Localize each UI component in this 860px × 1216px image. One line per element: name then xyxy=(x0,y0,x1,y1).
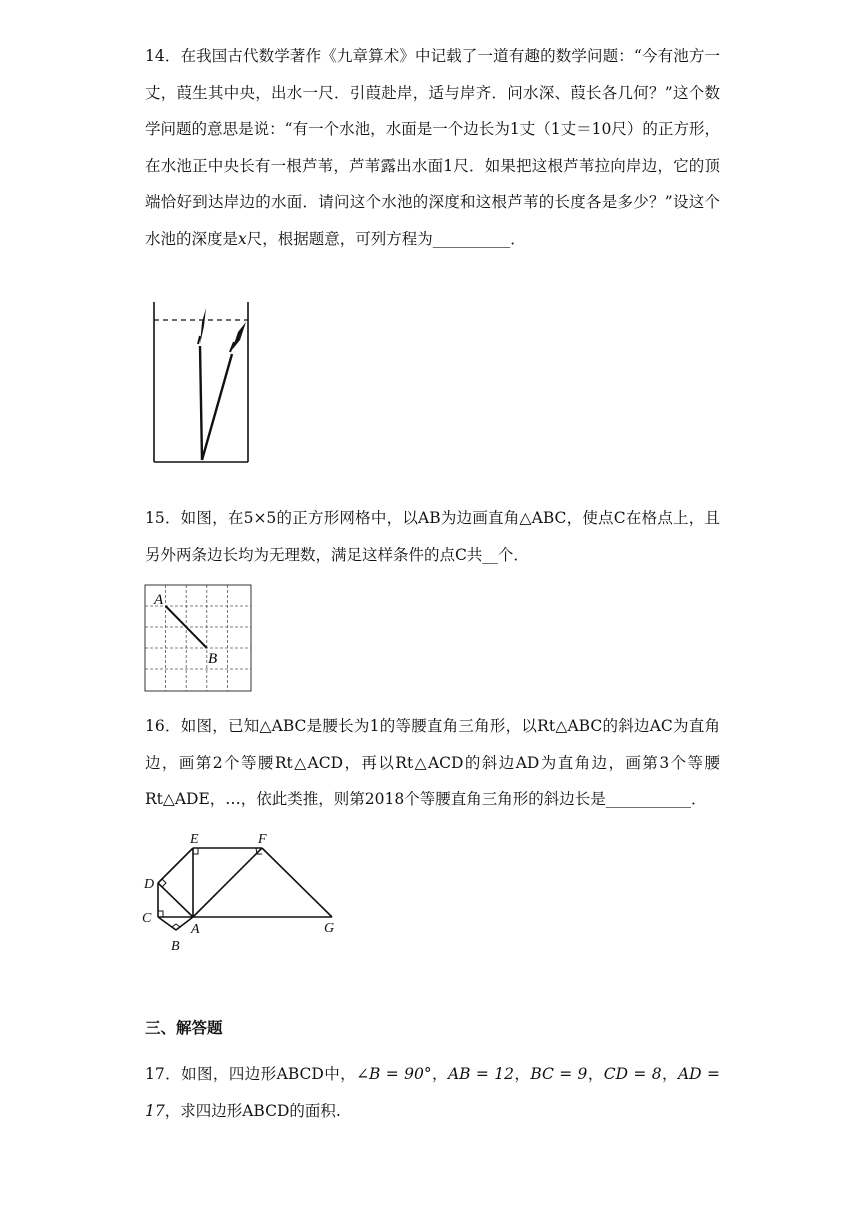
segment-fa xyxy=(193,848,262,917)
question-15-text: 15．如图，在5×5的正方形网格中，以AB为边画直角△ABC，使点C在格点上，且另外两条边长均为无理数，满足这样条件的点C共__个． xyxy=(145,509,720,564)
section-heading: 三、解答题 xyxy=(145,1019,223,1037)
grid-figure xyxy=(144,584,256,696)
label-b: B xyxy=(208,651,218,667)
label-f: F xyxy=(258,832,267,847)
segment-de xyxy=(158,848,193,883)
condition-ab: AB = 12 xyxy=(447,1065,514,1083)
condition-bc: BC = 9 xyxy=(530,1065,588,1083)
label-e: E xyxy=(190,832,199,847)
question-16 xyxy=(145,708,720,818)
label-g: G xyxy=(324,921,335,936)
label-b: B xyxy=(171,939,180,954)
question-17-suffix: ，求四边形ABCD的面积. xyxy=(164,1101,341,1120)
condition-angle-b: ∠B = 90° xyxy=(356,1065,432,1083)
label-c: C xyxy=(142,911,152,926)
reed-leaning-top xyxy=(232,322,246,350)
condition-ad: AD = 17 xyxy=(145,1065,720,1120)
segment-fg xyxy=(262,848,332,917)
question-17: 17．如图，四边形ABCD中，∠B = 90°，AB = 12，BC = 9，CD = 8，AD = 17，求四边形ABCD的面积. xyxy=(145,1065,720,1120)
label-d: D xyxy=(144,877,155,892)
reed-vertical-top xyxy=(200,308,206,344)
reed-vertical xyxy=(200,346,202,460)
triangle-chain-figure xyxy=(136,826,346,954)
question-15 xyxy=(145,500,720,573)
variable-x: x xyxy=(238,229,247,248)
question-14-tail: 尺，根据题意，可列方程为__________． xyxy=(246,229,526,248)
question-14-text: 14．在我国古代数学著作《九章算术》中记载了一道有趣的数学问题：“今有池方一丈，葭生其中央，出水一尺．引葭赴岸，适与岸齐．问水深、葭长各几何？”这个数学问题的意思是说：“有一个水池，水面是一个边长为1丈（1丈＝10尺）的正方形，在水池正中央长有一根芦苇，芦苇露出水面1尺．如果把这根芦苇拉向岸边，它的顶端恰好到达岸边的水面．请问这个水池的深度和这根芦苇的长度各是多少？”设这个水池的深度是 xyxy=(145,47,720,248)
label-a: A xyxy=(154,592,164,608)
reed-leaning xyxy=(202,354,232,460)
label-a: A xyxy=(191,922,200,937)
question-17-prefix: 17．如图，四边形ABCD中， xyxy=(145,1065,357,1083)
pond-reed-figure xyxy=(140,296,260,468)
question-14 xyxy=(145,38,720,257)
question-16-text: 16．如图，已知△ABC是腰长为1的等腰直角三角形，以Rt△ABC的斜边AC为直角边，画第2个等腰Rt△ACD，再以Rt△ACD的斜边AD为直角边，画第3个等腰Rt△ADE，…，依此类推，则第2018个等腰直角三角形的斜边长是___________． xyxy=(145,717,720,808)
condition-cd: CD = 8 xyxy=(603,1065,662,1083)
